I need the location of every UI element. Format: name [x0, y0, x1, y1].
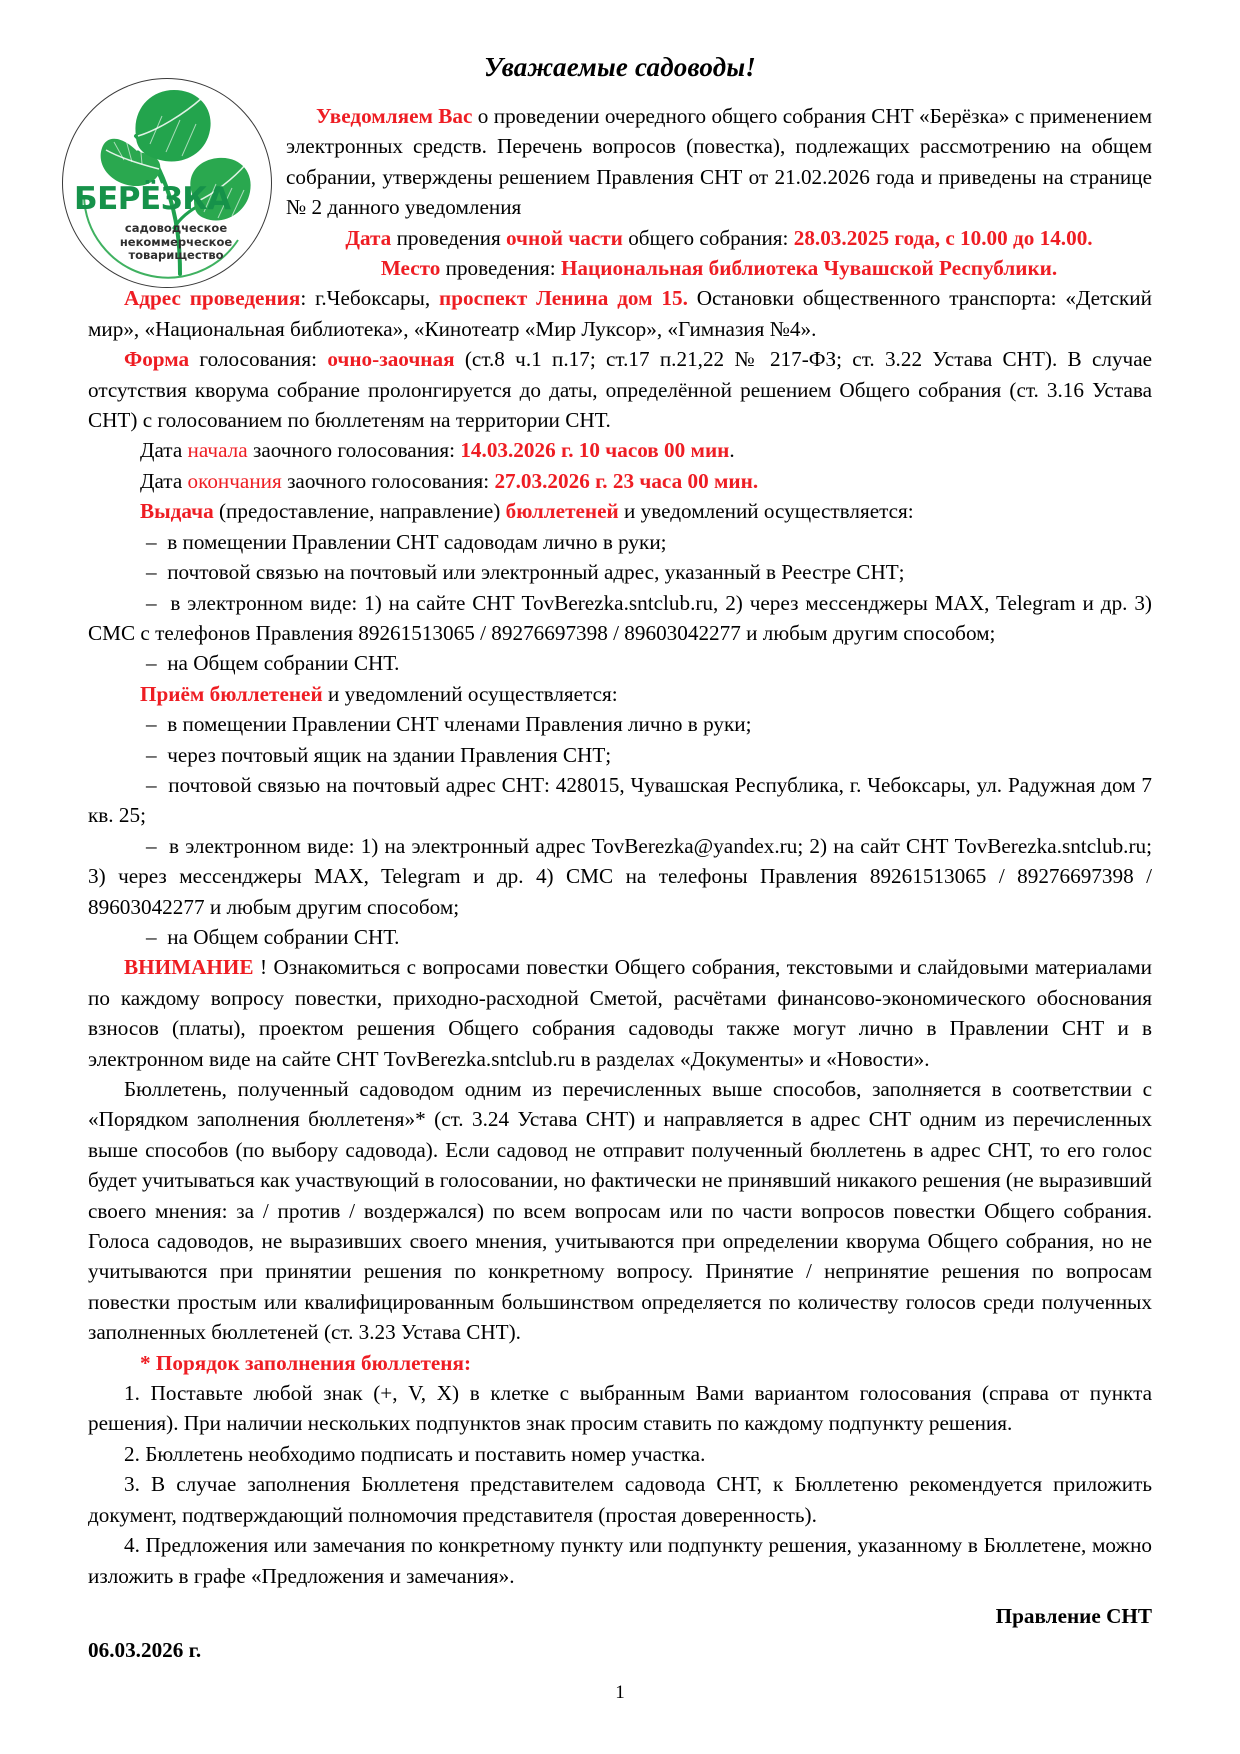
voting-end-line — [88, 466, 1152, 496]
dash-bullet-icon: – — [146, 833, 169, 858]
issuance-item-1-text: в помещении Правлении СНТ садоводам лично в руки; — [167, 529, 667, 554]
meeting-address-tail: Остановки общественного транспорта: «Детский мир», «Национальная библиотека», «Кинотеатр «Мир Луксор», «Гимназия №4». — [88, 286, 1152, 341]
receiving-item-5 — [88, 922, 1152, 952]
order-heading-text: * Порядок заполнения бюллетеня: — [140, 1350, 472, 1375]
issuance-item-4 — [88, 648, 1152, 678]
intro-paragraph — [286, 101, 1152, 223]
attention-paragraph — [88, 952, 1152, 1074]
receiving-item-1 — [88, 709, 1152, 739]
voting-start-pre: Дата — [140, 438, 188, 463]
dash-bullet-icon: – — [146, 712, 168, 737]
dash-bullet-icon: – — [146, 560, 168, 585]
issuance-item-2 — [88, 557, 1152, 587]
meeting-date-mid: проведения — [391, 225, 507, 250]
issuance-heading-mid: (предоставление, направление) — [213, 499, 506, 524]
voting-end-word: окончания — [187, 468, 282, 493]
meeting-address-mid: : г.Чебоксары, — [300, 286, 440, 311]
dash-bullet-icon: – — [146, 590, 171, 615]
intro-block — [286, 101, 1152, 283]
issuance-heading-tail: и уведомлений осуществляется: — [618, 499, 914, 524]
voting-start-tail: . — [729, 438, 735, 463]
receiving-item-3 — [88, 770, 1152, 831]
dash-bullet-icon: – — [146, 924, 168, 949]
voting-start-value: 14.03.2026 г. 10 часов 00 мин — [460, 438, 730, 463]
dash-bullet-icon: – — [146, 772, 169, 797]
meeting-date-tail: общего собрания: — [622, 225, 794, 250]
order-item-3: 3. В случае заполнения Бюллетеня представителем садовода СНТ, к Бюллетеню рекомендуется приложить документ, подтверждающий полномочия представителя (простая доверенность). — [88, 1472, 1152, 1527]
receiving-item-4-text: в электронном виде: 1) на электронный адрес TovBerezka@yandex.ru; 2) на сайт СНТ TovBerezka.sntclub.ru; 3) через мессенджеры MAX, Telegram и др. 4) СМС на телефоны Правления 89261513065 / 89276697398 / 89603042277 и любым другим способом; — [88, 833, 1153, 919]
issuance-item-3-text: в электронном виде: 1) на сайте СНТ TovBerezka.sntclub.ru, 2) через мессенджеры MAX, Telegram и др. 3) СМС с телефонов Правления 89261513065 / 89276697398 / 89603042277 и любым другим способом; — [88, 590, 1152, 645]
meeting-address-paragraph — [88, 283, 1152, 344]
logo-name: БЕРЁЗКА — [74, 181, 231, 217]
voting-form-mid: голосования: — [189, 347, 328, 372]
meeting-date-label: Дата — [345, 225, 392, 250]
voting-end-mid: заочного голосования: — [281, 468, 495, 493]
intro-rest: о проведении очередного общего собрания СНТ «Берёзка» с применением электронных средств. Перечень вопросов (повестка), подлежащих рассмотрению на общем собрании, утверждены решением Правления СНТ от 21.02.2026 года и приведены на странице № 2 данного уведомления — [286, 104, 1152, 220]
ballot-paragraph: Бюллетень, полученный садоводом одним из перечисленных выше способов, заполняется в соответствии с «Порядком заполнения бюллетеня»* (ст. 3.24 Устава СНТ) и направляется в адрес СНТ одним из перечисленных выше способов (по выбору садовода). Если садовод не отправит полученный бюллетень в адрес СНТ, то его голос будет учитываться как участвующий в голосовании, но фактически не принявший никакого решения (не выразивший своего мнения: за / против / воздержался) по всем вопросам или по части вопросов повестки Общего собрания. Голоса садоводов, не выразивших своего мнения, учитываются при определении кворума Общего собрания, но не учитываются при принятии решения по конкретному вопросу. Принятие / непринятие решения по вопросам повестки простым или квалифицированным большинством определяется по количеству голосов среди полученных заполненных бюллетеней (ст. 3.23 Устава СНТ). — [88, 1077, 1152, 1345]
meeting-place-line — [286, 253, 1152, 283]
meeting-date-line — [286, 223, 1152, 253]
voting-form-value: очно-заочная — [327, 347, 455, 372]
issuance-item-2-text: почтовой связью на почтовый или электронный адрес, указанный в Реестре СНТ; — [167, 560, 905, 585]
order-item-4: 4. Предложения или замечания по конкретному пункту или подпункту решения, указанному в Бюллетене, можно изложить в графе «Предложения и замечания». — [88, 1533, 1152, 1588]
receiving-item-2 — [88, 740, 1152, 770]
dash-bullet-icon: – — [146, 529, 168, 554]
issuance-item-4-text: на Общем собрании СНТ. — [167, 651, 400, 676]
receiving-item-4 — [88, 831, 1152, 922]
meeting-place-value: Национальная библиотека Чувашской Республики. — [560, 256, 1058, 281]
order-item-2: 2. Бюллетень необходимо подписать и поставить номер участка. — [124, 1441, 706, 1466]
voting-start-word: начала — [187, 438, 248, 463]
voting-form-label: Форма — [124, 347, 190, 372]
voting-start-mid: заочного голосования: — [247, 438, 461, 463]
receiving-heading-lead: Приём бюллетеней — [140, 681, 323, 706]
issuance-item-1 — [88, 527, 1152, 557]
voting-form-tail: (ст.8 ч.1 п.17; ст.17 п.21,22 № 217-ФЗ; ст. 3.22 Устава СНТ). В случае отсутствия кворума собрание пролонгируется до даты, определённой решением Общего собрания (ст. 3.16 Устава СНТ) с голосованием по бюллетеням на территории СНТ. — [88, 347, 1153, 433]
meeting-date-value: 28.03.2025 года, с 10.00 до 14.00. — [793, 225, 1093, 250]
document-date: 06.03.2026 г. — [88, 1638, 202, 1663]
issuance-heading-lead: Выдача — [140, 499, 214, 524]
board-signature: Правление СНТ — [995, 1603, 1152, 1628]
receiving-item-3-text: почтовой связью на почтовый адрес СНТ: 428015, Чувашская Республика, г. Чебоксары, ул. Радужная дом 7 кв. 25; — [88, 772, 1152, 828]
page-title: Уважаемые садоводы! — [484, 52, 756, 82]
dash-bullet-icon: – — [146, 742, 168, 767]
receiving-heading — [88, 679, 1152, 709]
receiving-item-1-text: в помещении Правлении СНТ членами Правления лично в руки; — [167, 712, 752, 737]
issuance-heading-word: бюллетеней — [505, 499, 619, 524]
logo-subtitle-line-1: садоводческое — [124, 221, 228, 235]
main-body — [88, 283, 1152, 1665]
attention-text: ! Ознакомиться с вопросами повестки Общего собрания, текстовыми и слайдовыми материалами по каждому вопросу повестки, приходно-расходной Сметой, расчётами финансово-экономического обоснования взносов (платы), проектом решения Общего собрания садоводы также могут лично в Правлении СНТ и в электронном виде на сайте СНТ TovBerezka.sntclub.ru в разделах «Документы» и «Новости». — [88, 955, 1152, 1071]
issuance-item-3 — [88, 588, 1152, 649]
receiving-heading-tail: и уведомлений осуществляется: — [322, 681, 618, 706]
voting-end-value: 27.03.2026 г. 23 часа 00 мин. — [494, 468, 759, 493]
dash-bullet-icon: – — [146, 651, 168, 676]
logo-subtitle-line-3: товарищество — [128, 248, 224, 262]
meeting-place-mid: проведения: — [440, 256, 561, 281]
intro-lead: Уведомляем Вас — [316, 104, 473, 128]
voting-start-line — [88, 435, 1152, 465]
logo-subtitle-line-2: некоммерческое — [119, 234, 233, 249]
voting-end-pre: Дата — [140, 468, 188, 493]
attention-label: ВНИМАНИЕ — [124, 955, 254, 980]
issuance-heading — [88, 496, 1152, 526]
order-heading — [88, 1348, 1152, 1378]
meeting-address-value: проспект Ленина дом 15. — [439, 286, 688, 311]
snt-logo — [62, 78, 274, 290]
receiving-item-5-text: на Общем собрании СНТ. — [167, 924, 400, 949]
meeting-address-label: Адрес проведения — [124, 286, 301, 311]
page-number: 1 — [615, 1682, 625, 1703]
voting-form-paragraph — [88, 344, 1152, 435]
receiving-item-2-text: через почтовый ящик на здании Правления СНТ; — [167, 742, 612, 767]
logo-subtitle — [106, 222, 246, 263]
meeting-place-label: Место — [380, 256, 441, 281]
meeting-date-part: очной части — [506, 225, 623, 250]
order-item-1: 1. Поставьте любой знак (+, V, X) в клетке с выбранным Вами вариантом голосования (справа от пункта решения). При наличии нескольких подпунктов знак просим ставить по каждому подпункту решения. — [88, 1381, 1152, 1436]
